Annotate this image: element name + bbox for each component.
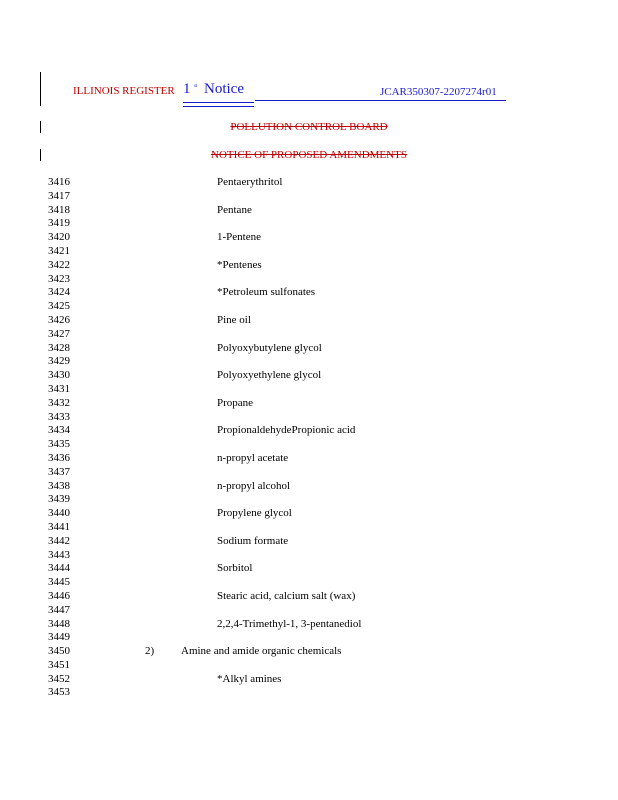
header-rule-top	[255, 100, 506, 101]
page-header	[0, 80, 618, 110]
line-number: 3422	[48, 258, 70, 271]
line-number: 3423	[48, 272, 70, 285]
line-number: 3429	[48, 355, 70, 368]
document-line	[0, 686, 618, 700]
register-name: ILLINOIS REGISTER	[73, 85, 175, 97]
line-number: 3417	[48, 189, 70, 202]
line-number: 3430	[48, 369, 70, 382]
document-line	[0, 217, 618, 231]
line-number: 3444	[48, 562, 70, 575]
document-line	[0, 576, 618, 590]
line-number: 3416	[48, 176, 70, 188]
chemical-name: Propylene glycol	[217, 507, 292, 520]
document-line	[0, 286, 618, 300]
document-line	[0, 673, 618, 687]
line-number: 3446	[48, 589, 70, 602]
line-number: 3453	[48, 686, 70, 699]
chemical-name: Propane	[217, 396, 254, 409]
document-line	[0, 452, 618, 466]
line-number: 3451	[48, 658, 70, 671]
document-line	[0, 521, 618, 535]
document-line	[0, 314, 618, 328]
chemical-name: Polyoxybutylene glycol	[217, 341, 322, 354]
document-line	[0, 659, 618, 673]
document-line	[0, 259, 618, 273]
document-line	[0, 328, 618, 342]
document-line	[0, 231, 618, 245]
chemical-name: Pentane	[217, 203, 252, 216]
document-line	[0, 300, 618, 314]
line-number: 3428	[48, 341, 70, 354]
document-line	[0, 355, 618, 369]
document-line	[0, 562, 618, 576]
line-number: 3432	[48, 396, 70, 409]
line-number: 3426	[48, 313, 70, 326]
chemical-name: Polyoxyethylene glycol	[217, 369, 322, 382]
chemical-name: PropionaldehydePropionic acid	[217, 424, 356, 437]
document-line	[0, 411, 618, 425]
chemical-name: Stearic acid, calcium salt (wax)	[217, 589, 356, 602]
document-line	[0, 590, 618, 604]
line-number: 3418	[48, 203, 70, 216]
document-line	[0, 190, 618, 204]
document-line	[0, 466, 618, 480]
line-number: 3452	[48, 672, 70, 685]
header-rule-left	[183, 102, 254, 103]
document-line	[0, 245, 618, 259]
chemical-name: n-propyl acetate	[217, 451, 289, 464]
document-line	[0, 507, 618, 521]
document-line	[0, 424, 618, 438]
line-number: 3448	[48, 617, 70, 630]
jcar-code: JCAR350307-2207274r01	[380, 86, 497, 98]
document-line	[0, 631, 618, 645]
line-number: 3436	[48, 451, 70, 464]
issue-number: 1	[183, 81, 191, 97]
chemical-name: Pentaerythritol	[217, 176, 283, 188]
line-number: 3449	[48, 631, 70, 644]
document-line	[0, 176, 618, 190]
notice-label: Notice	[204, 81, 244, 97]
notice-title: NOTICE OF PROPOSED AMENDMENTS	[211, 149, 407, 161]
chemical-name: Pine oil	[217, 313, 251, 326]
line-number: 3435	[48, 438, 70, 451]
document-line	[0, 273, 618, 287]
chemical-name: *Alkyl amines	[217, 672, 282, 685]
line-number: 3445	[48, 576, 70, 589]
line-number: 3450	[48, 645, 70, 658]
document-line	[0, 645, 618, 659]
document-line	[0, 397, 618, 411]
document-line	[0, 204, 618, 218]
line-number: 3427	[48, 327, 70, 340]
agency-name: POLLUTION CONTROL BOARD	[230, 121, 388, 133]
document-line	[0, 383, 618, 397]
chemical-name: 2,2,4-Trimethyl-1, 3-pentanediol	[217, 617, 362, 630]
line-number: 3443	[48, 548, 70, 561]
issue-suffix: st	[194, 84, 198, 89]
chemical-name: Sodium formate	[217, 534, 289, 547]
chemical-name: 1-Pentene	[217, 231, 261, 244]
header-rule-left-double	[183, 106, 254, 107]
list-number: 2)	[145, 645, 155, 658]
line-number: 3431	[48, 382, 70, 395]
subsection-heading: Amine and amide organic chemicals	[181, 645, 342, 658]
line-number: 3437	[48, 465, 70, 478]
line-number: 3440	[48, 507, 70, 520]
document-line	[0, 342, 618, 356]
document-line	[0, 480, 618, 494]
line-list	[0, 176, 618, 700]
line-number: 3441	[48, 520, 70, 533]
document-line	[0, 369, 618, 383]
document-line	[0, 535, 618, 549]
line-number: 3424	[48, 286, 70, 299]
line-number: 3425	[48, 300, 70, 313]
document-line	[0, 549, 618, 563]
chemical-name: n-propyl alcohol	[217, 479, 291, 492]
line-number: 3434	[48, 424, 70, 437]
chemical-name: Sorbitol	[217, 562, 253, 575]
chemical-name: *Petroleum sulfonates	[217, 286, 316, 299]
line-number: 3419	[48, 217, 70, 230]
line-number: 3433	[48, 410, 70, 423]
chemical-name: *Pentenes	[217, 258, 262, 271]
line-number: 3420	[48, 231, 70, 244]
document-line	[0, 604, 618, 618]
document-line	[0, 618, 618, 632]
document-line	[0, 493, 618, 507]
line-number: 3439	[48, 493, 70, 506]
document-line	[0, 438, 618, 452]
line-number: 3442	[48, 534, 70, 547]
line-number: 3421	[48, 244, 70, 257]
line-number: 3438	[48, 479, 70, 492]
line-number: 3447	[48, 603, 70, 616]
